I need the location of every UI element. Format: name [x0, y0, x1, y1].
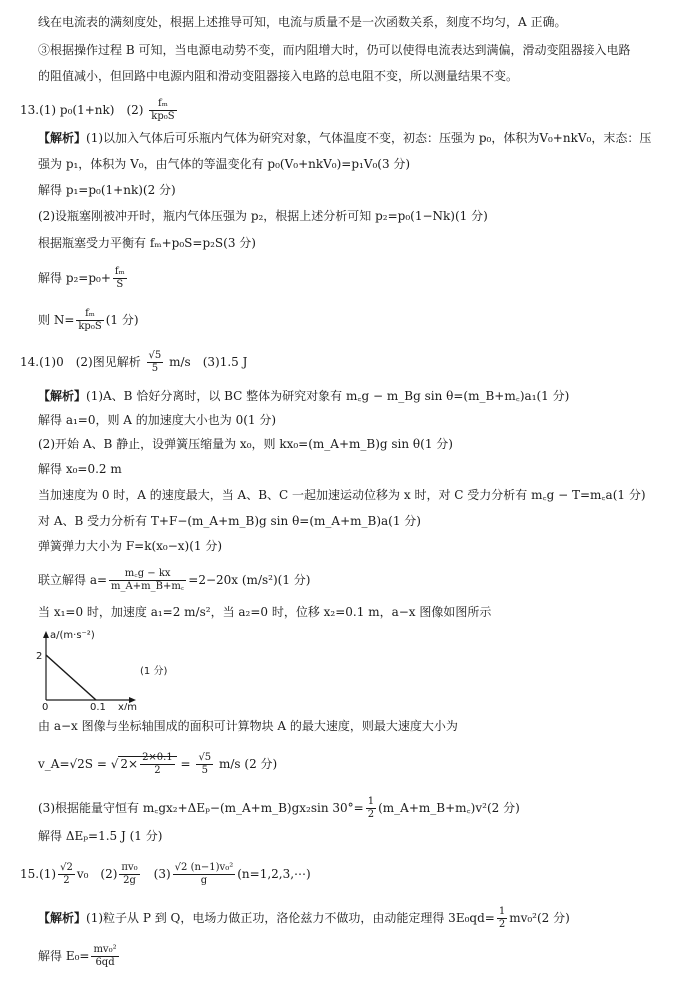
fraction [140, 752, 175, 777]
analysis-text: mv₀²(2 分) [509, 911, 570, 925]
fraction-numerator: 1 [367, 796, 375, 807]
fraction-numerator: 2×0.1 [142, 752, 173, 763]
fraction [119, 862, 139, 887]
sqrt-symbol: √ [110, 757, 119, 771]
fraction-denominator: kp₀S [78, 321, 102, 332]
answer-text: (3) [141, 867, 171, 881]
fraction-numerator: √5 [148, 350, 162, 361]
q15-analysis-1 [38, 906, 570, 931]
analysis-text: (1)粒子从 P 到 Q，电场力做正功，洛伦兹力不做功，由动能定理得 3E₀qd= [86, 911, 495, 925]
text-line: 强为 p₁，体积为 V₀，由气体的等温变化有 p₀(V₀+nkV₀)=p₁V₀(3 分) [38, 157, 411, 171]
fraction [58, 862, 75, 887]
y-axis-arrow [43, 631, 49, 638]
fraction [76, 308, 103, 333]
formula-line [38, 944, 121, 969]
formula-line [38, 266, 129, 291]
q15-answer [20, 862, 311, 887]
answer-text: 14.(1)0 (2)图见解析 [20, 355, 141, 369]
answer-text: v₀ (2) [76, 867, 118, 881]
formula-text: 则 N= [38, 313, 75, 327]
text-line: 解得 p₁=p₀(1+nk)(2 分) [38, 183, 176, 197]
fraction [91, 944, 118, 969]
text-line: 对 A、B 受力分析有 T+F−(m_A+m_B)g sin θ=(m_A+m_B)a(1 分) [38, 514, 421, 528]
text-line: 当 x₁=0 时，加速度 a₁=2 m/s²，当 a₂=0 时，位移 x₂=0.1 m，a−x 图像如图所示 [38, 605, 492, 619]
x-axis-label: x/m [118, 702, 138, 710]
text-line: 当加速度为 0 时，A 的速度最大，当 A、B、C 一起加速运动位移为 x 时，对 C 受力分析有 m꜀g − T=m꜀a(1 分) [38, 488, 646, 502]
formula-line [38, 752, 277, 777]
fraction-denominator: 5 [201, 765, 208, 776]
text-line: 由 a−x 图像与坐标轴围成的面积可计算物块 A 的最大速度，则最大速度大小为 [38, 719, 458, 733]
data-line [46, 655, 96, 700]
fraction-denominator: 2 [63, 875, 70, 886]
fraction-numerator: πv₀ [121, 862, 138, 873]
sqrt-content [118, 752, 176, 776]
formula-text: v_A=√2S = [38, 757, 107, 771]
fraction-denominator: 6qd [95, 957, 115, 968]
formula-text: = [180, 757, 191, 771]
formula-text: 联立解得 a= [38, 573, 108, 587]
formula-text: (3)根据能量守恒有 m꜀gx₂+ΔEₚ−(m_A+m_B)gx₂sin 30°= [38, 801, 364, 815]
q13-analysis-1 [38, 130, 651, 146]
fraction-numerator: mv₀² [93, 944, 117, 955]
fraction-denominator: kp₀S [151, 111, 175, 122]
analysis-text: (1)以加入气体后可乐瓶内气体为研究对象，气体温度不变，初态：压强为 p₀，体积为V₀+nkV₀，末态：压 [86, 131, 652, 145]
fraction-numerator: 1 [498, 906, 506, 917]
formula-line [38, 568, 310, 593]
fraction-numerator: √5 [198, 752, 212, 763]
fraction-denominator: 2 [154, 765, 161, 776]
formula-text: 2× [120, 757, 139, 771]
fraction-denominator: 2 [498, 919, 506, 930]
formula-text: 解得 E₀= [38, 949, 90, 963]
text-line: (2)开始 A、B 静止，设弹簧压缩量为 x₀，则 kx₀=(m_A+m_B)g sin θ(1 分) [38, 437, 453, 451]
fraction-numerator: √2 (n−1)v₀² [174, 862, 234, 873]
analysis-tag: 【解析】 [38, 131, 87, 145]
fraction [497, 906, 507, 931]
fraction-denominator: S [116, 279, 124, 290]
answer-text: 15.(1) [20, 867, 57, 881]
formula-line [38, 796, 520, 821]
answer-text: m/s (3)1.5 J [169, 355, 248, 369]
fraction [173, 862, 236, 887]
text-line: 解得 a₁=0，则 A 的加速度大小也为 0(1 分) [38, 413, 277, 427]
fraction-denominator: 5 [151, 363, 159, 374]
q14-answer [20, 350, 247, 375]
text-line: ③根据操作过程 B 可知，当电源电动势不变，而内阻增大时，仍可以使得电流表达到满偏，滑动变阻器接入电路 [38, 43, 631, 57]
formula-text: 解得 p₂=p₀+ [38, 271, 111, 285]
formula-line [38, 308, 139, 333]
fraction-numerator: fₘ [149, 98, 176, 111]
text-line: 线在电流表的满刻度处，根据上述推导可知，电流与质量不是一次函数关系，刻度不均匀，A 正确。 [38, 15, 567, 29]
text-line: 根据瓶塞受力平衡有 fₘ+p₀S=p₂S(3 分) [38, 236, 256, 250]
y-tick-label: 2 [36, 651, 43, 662]
text-line: 解得 x₀=0.2 m [38, 462, 122, 476]
fraction-denominator: 2 [367, 809, 375, 820]
text-line: 解得 ΔEₚ=1.5 J (1 分) [38, 829, 163, 843]
fraction [113, 266, 127, 291]
graph-score: (1 分) [140, 666, 168, 677]
y-axis-label: a/(m·s⁻²) [50, 630, 95, 641]
formula-text: m/s (2 分) [219, 757, 278, 771]
x-tick-label: 0.1 [90, 702, 106, 710]
fraction [147, 350, 164, 375]
answer-text: (n=1,2,3,⋯) [237, 867, 311, 881]
answer-text: 13.(1) p₀(1+nk) (2) [20, 103, 144, 117]
fraction-numerator: √2 [60, 862, 73, 873]
fraction-numerator: fₘ [76, 308, 103, 321]
origin-label: 0 [42, 702, 49, 710]
fraction-denominator: m_A+m_B+m꜀ [111, 581, 185, 592]
text-line: 弹簧弹力大小为 F=k(x₀−x)(1 分) [38, 539, 223, 553]
a-x-graph [32, 628, 232, 710]
formula-text: (m_A+m_B+m꜀)v²(2 分) [378, 801, 520, 815]
analysis-tag: 【解析】 [38, 389, 87, 403]
formula-text: (1 分) [105, 313, 139, 327]
fraction [366, 796, 376, 821]
text-line: (2)设瓶塞刚被冲开时，瓶内气体压强为 p₂，根据上述分析可知 p₂=p₀(1−Nk)(1 分) [38, 209, 488, 223]
q14-analysis-1 [38, 388, 569, 404]
fraction [109, 568, 186, 593]
q13-answer [20, 98, 179, 123]
fraction-numerator: m꜀g − kx [109, 568, 186, 581]
fraction [196, 752, 213, 777]
fraction-denominator: g [200, 875, 208, 886]
analysis-text: (1)A、B 恰好分离时，以 BC 整体为研究对象有 m꜀g − m_Bg sin θ=(m_B+m꜀)a₁(1 分) [86, 389, 570, 403]
analysis-tag: 【解析】 [38, 911, 87, 925]
fraction-numerator: fₘ [114, 266, 125, 277]
text-line: 的阻值减小，但回路中电源内阻和滑动变阻器接入电路的总电阻不变，所以测量结果不变。 [38, 69, 519, 83]
fraction [149, 98, 176, 123]
fraction-denominator: 2g [123, 875, 136, 886]
formula-text: =2−20x (m/s²)(1 分) [188, 573, 311, 587]
